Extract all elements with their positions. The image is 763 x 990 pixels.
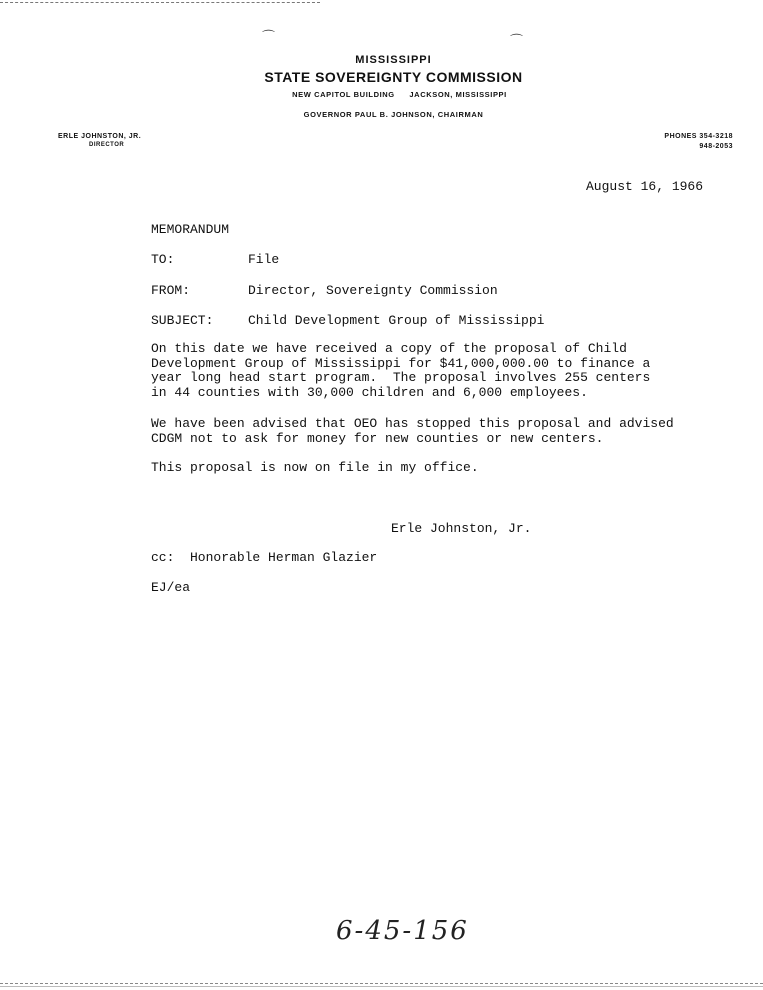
subject-label: SUBJECT:	[151, 313, 214, 328]
bottom-scan-edge-2	[0, 986, 763, 987]
letterhead-address	[18, 90, 763, 99]
director-name: ERLE JOHNSTON, JR.	[58, 133, 142, 140]
body-paragraph-1: On this date we have received a copy of the proposal of Child Development Group of Mississippi for $41,000,000.00 to finance a year long head start program. The proposal involves 255 centers in 44 counties with 30,000 children and 6,000 employees.	[151, 341, 651, 400]
handwritten-file-number: 6-45-156	[336, 916, 469, 946]
scan-mark-right: ⌒	[510, 34, 524, 49]
body-paragraph-2: We have been advised that OEO has stopped this proposal and advised CDGM not to ask for money for new counties or new centers.	[151, 416, 674, 446]
top-scan-edge	[0, 2, 320, 3]
letterhead-commission: STATE SOVEREIGNTY COMMISSION	[264, 69, 523, 85]
typist-initials: EJ/ea	[151, 580, 191, 595]
from-value: Director, Sovereignty Commission	[248, 283, 498, 298]
to-value: File	[248, 252, 280, 267]
cc-line: cc: Honorable Herman Glazier	[151, 550, 378, 565]
memo-heading: MEMORANDUM	[151, 222, 230, 237]
to-label: TO:	[151, 252, 175, 267]
letterhead-building: NEW CAPITOL BUILDING	[292, 90, 395, 99]
letterhead-state: MISSISSIPPI	[355, 54, 432, 66]
letterhead-city: JACKSON, MISSISSIPPI	[409, 90, 507, 99]
letterhead-governor: GOVERNOR PAUL B. JOHNSON, CHAIRMAN	[303, 110, 484, 119]
memo-date: August 16, 1966	[586, 179, 704, 194]
signature-name: Erle Johnston, Jr.	[391, 521, 532, 536]
phones-line-2: 948-2053	[699, 143, 733, 150]
subject-value: Child Development Group of Mississippi	[248, 313, 545, 328]
scan-mark-left: ⌒	[262, 30, 276, 45]
from-label: FROM:	[151, 283, 191, 298]
phones-line-1: PHONES 354-3218	[664, 133, 733, 140]
director-title: DIRECTOR	[89, 142, 125, 148]
body-paragraph-3: This proposal is now on file in my office.	[151, 460, 479, 475]
bottom-scan-edge	[0, 983, 763, 984]
